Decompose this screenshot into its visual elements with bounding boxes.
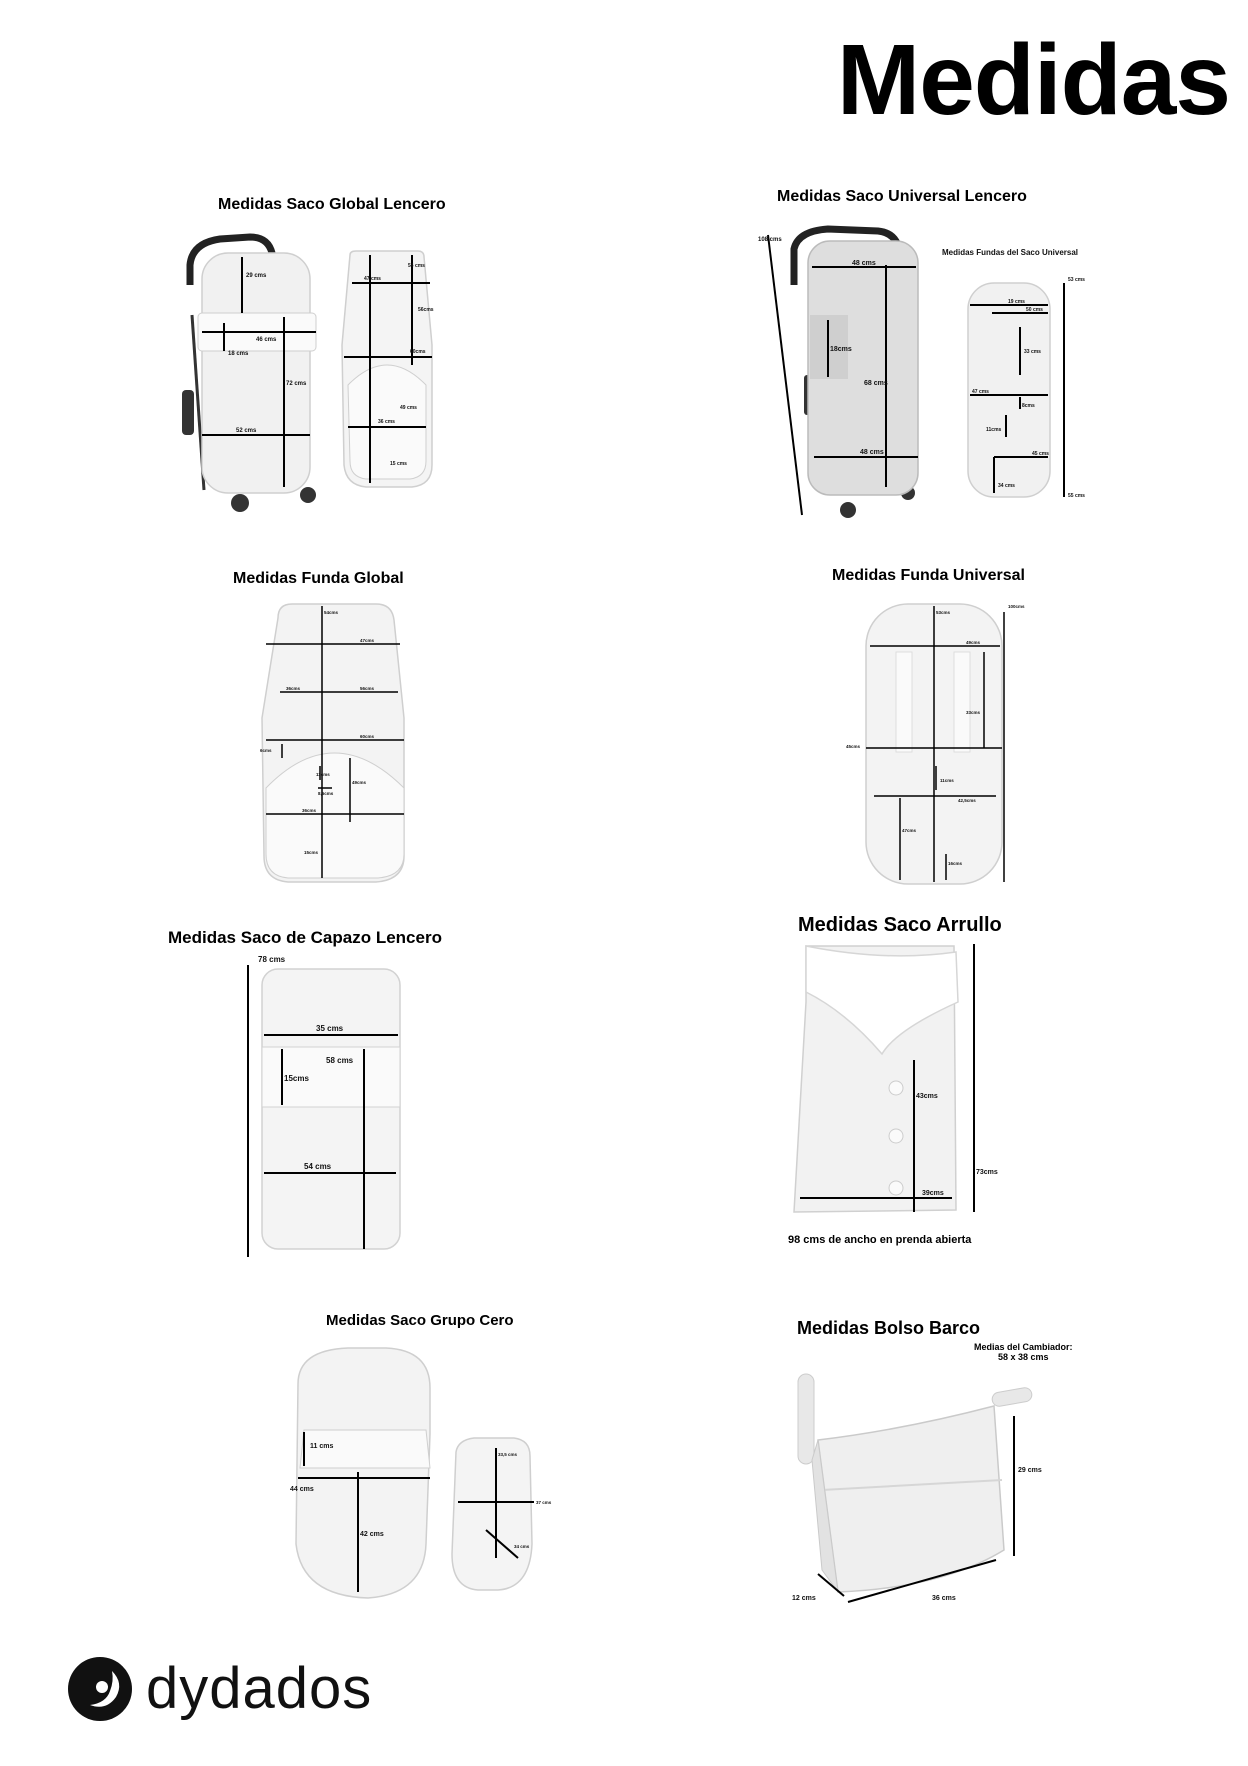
arrullo-note: 98 cms de ancho en prenda abierta [788, 1234, 972, 1246]
dim-label: 47 cms [972, 389, 989, 395]
figure-saco-global-lencero [180, 225, 490, 515]
section-title-saco-global-lencero: Medidas Saco Global Lencero [218, 196, 446, 213]
dim-label: 108 cms [758, 237, 782, 243]
dim-label: 54 cms [408, 263, 425, 269]
dim-label: 73cms [976, 1169, 998, 1176]
dim-label: 47cms [360, 638, 375, 643]
dim-label: 49cms [352, 780, 367, 785]
dim-label: 36 cms [932, 1595, 956, 1602]
dim-label: 45cms [846, 744, 861, 749]
dim-label: 42 cms [360, 1531, 384, 1538]
bolso-barco-note-line1: Medias del Cambiador: [974, 1342, 1073, 1352]
figure-saco-arrullo [786, 942, 1026, 1232]
dim-label: 72 cms [286, 381, 307, 387]
dim-label: 48 cms [860, 449, 884, 456]
section-title-saco-universal-lencero: Medidas Saco Universal Lencero [777, 188, 1027, 205]
dim-label: 8,5cms [318, 791, 334, 796]
dim-label: 29 cms [246, 273, 267, 279]
dim-label: 68 cms [864, 380, 888, 387]
dim-label: 34 cms [998, 483, 1015, 489]
dim-label: 55 cms [1068, 493, 1085, 499]
dim-label: 53 cms [1068, 277, 1085, 283]
dim-label: 15cms [304, 850, 319, 855]
dim-label: 12 cms [792, 1595, 816, 1602]
dim-label: 33 cms [1024, 349, 1041, 355]
dim-label: 16cms [948, 861, 963, 866]
dim-label: 29 cms [1018, 1467, 1042, 1474]
dim-label: 18 cms [228, 351, 249, 357]
dim-label: 33cms [966, 710, 981, 715]
dim-label: 45 cms [1032, 451, 1049, 457]
dim-label: 46 cms [256, 337, 277, 343]
dim-label: 100cms [1008, 604, 1025, 609]
dim-label: 36cms [302, 808, 317, 813]
dim-label: 8cms [1022, 403, 1035, 409]
dim-label: 78 cms [258, 955, 286, 964]
dim-label: 11cms [316, 772, 330, 777]
dim-label: 56cms [360, 686, 375, 691]
dim-label: 47 cms [364, 276, 381, 282]
figure-saco-universal-lencero [758, 225, 1098, 520]
bolso-barco-note-line2: 58 x 38 cms [997, 1352, 1049, 1363]
dim-label: 15 cms [390, 461, 407, 467]
section-title-funda-global: Medidas Funda Global [233, 570, 404, 587]
figure-saco-grupo-cero [278, 1344, 578, 1614]
section-title-bolso-barco: Medidas Bolso Barco [797, 1318, 981, 1338]
section-title-saco-arrullo: Medidas Saco Arrullo [798, 914, 1002, 936]
dim-label: 33,5 cms [498, 1452, 518, 1457]
dim-label: 53cms [936, 610, 951, 615]
dim-label: 49cms [966, 640, 981, 645]
dim-label: 44 cms [290, 1486, 314, 1493]
dim-label: 49 cms [400, 405, 417, 411]
figure-funda-global [258, 598, 428, 888]
dim-label: 43cms [916, 1093, 938, 1100]
dim-label: 15cms [284, 1074, 309, 1083]
dim-label: 50 cms [1026, 307, 1043, 313]
dim-label: 37 cms [536, 1500, 552, 1505]
dydados-logo-icon [66, 1655, 134, 1723]
section-title-funda-universal: Medidas Funda Universal [832, 567, 1025, 584]
dim-label: 47cms [902, 828, 917, 833]
dim-label: 54 cms [304, 1162, 332, 1171]
brand-logo [66, 1655, 372, 1723]
dim-label: 19 cms [1008, 299, 1025, 305]
dim-label: 39cms [922, 1190, 944, 1197]
brand-name: dydados [146, 1656, 373, 1721]
dim-label: 35 cms [316, 1024, 344, 1033]
figure-saco-capazo-lencero [240, 955, 420, 1265]
dim-label: 58 cms [326, 1056, 354, 1065]
dim-label: 36 cms [378, 419, 395, 425]
dim-label: 60cms [410, 349, 426, 355]
dim-label: 54cms [324, 610, 339, 615]
section-title-saco-grupo-cero: Medidas Saco Grupo Cero [326, 1312, 514, 1329]
dim-label: 42,5cms [958, 798, 976, 803]
dim-label: 48 cms [852, 260, 876, 267]
dim-label: 52 cms [236, 428, 257, 434]
figure-funda-universal [846, 598, 1066, 898]
dim-label: 18cms [830, 346, 852, 353]
dim-label: 11cms [940, 778, 954, 783]
dim-label: 11 cms [310, 1443, 334, 1450]
dim-label: 6cms [260, 748, 272, 753]
dim-label: 60cms [360, 734, 375, 739]
figure-bolso-barco [782, 1360, 1082, 1620]
dim-label: 11cms [986, 427, 1002, 433]
dim-label: 34 cms [514, 1544, 530, 1549]
page-title: Medidas [836, 24, 1230, 136]
dim-label: 36cms [286, 686, 301, 691]
section-title-saco-capazo-lencero: Medidas Saco de Capazo Lencero [168, 928, 442, 947]
sub-title-line: Medidas Fundas del Saco Universal [941, 248, 1079, 257]
dim-label: 56cms [418, 307, 434, 313]
